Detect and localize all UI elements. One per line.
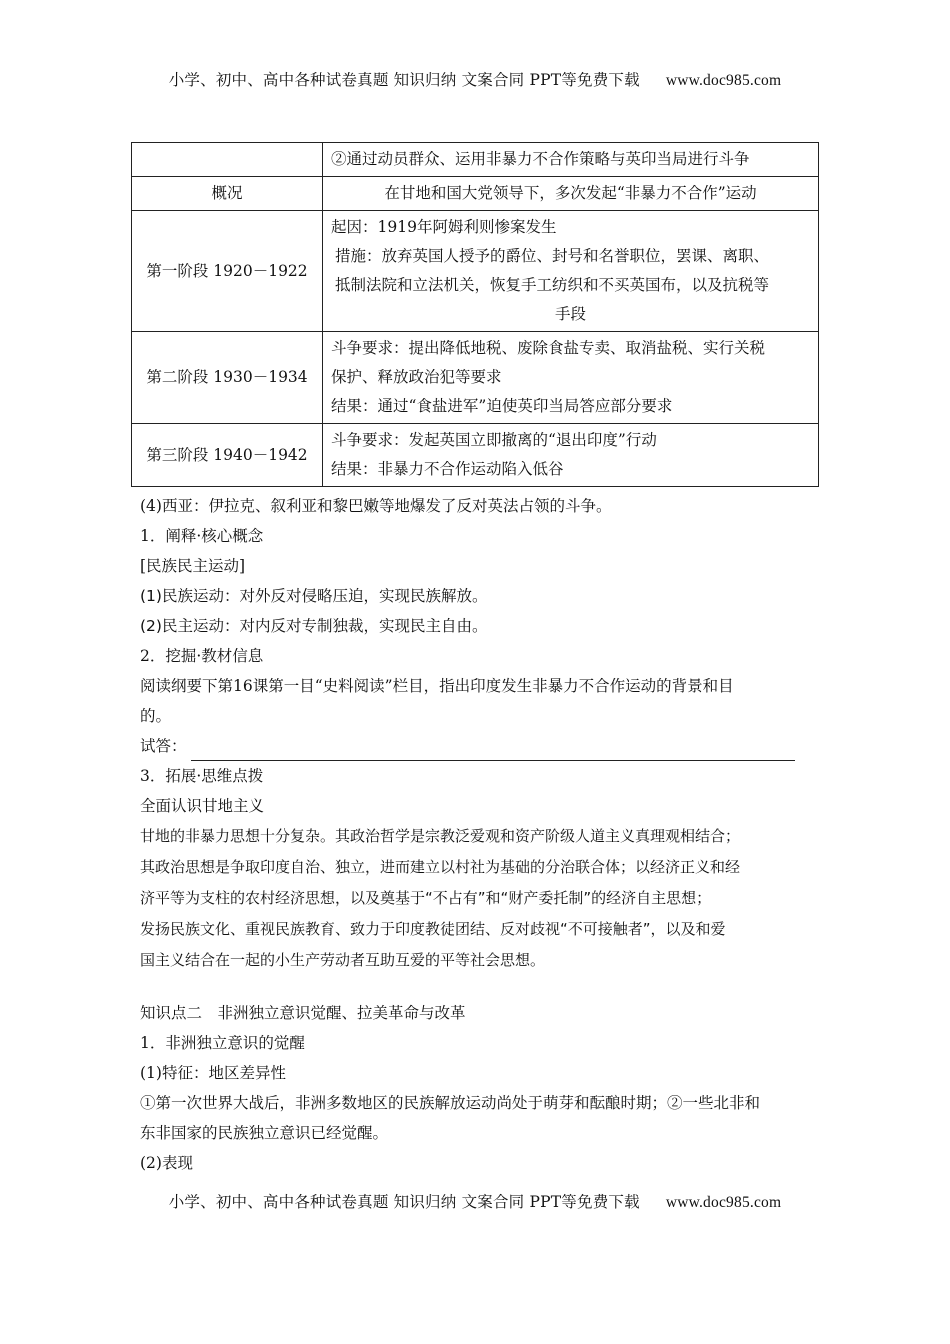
africa-manifestation: (2)表现: [140, 1154, 193, 1172]
table-line: ②通过动员群众、运用非暴力不合作策略与英印当局进行斗争: [331, 150, 750, 168]
table-line: 抵制法院和立法机关，恢复手工纺织和不买英国布，以及抗税等: [335, 276, 770, 294]
table-row: [132, 424, 819, 487]
table-line: 起因：1919年阿姆利则惨案发生: [331, 218, 557, 236]
table-line: 斗争要求：发起英国立即撤离的“退出印度”行动: [331, 431, 657, 449]
section-2-title: 2．挖掘·教材信息: [140, 647, 264, 665]
answer-label: 试答：: [140, 737, 187, 755]
africa-feature: (1)特征：地区差异性: [140, 1064, 286, 1082]
gandhism-line: 济平等为支柱的农村经济思想，以及奠基于“不占有”和“财产委托制”的经济自主思想；: [140, 889, 712, 907]
section-2-question: 阅读纲要下第16课第一目“史料阅读”栏目，指出印度发生非暴力不合作运动的背景和目: [140, 677, 734, 695]
answer-row: [140, 731, 820, 761]
table-line: 斗争要求：提出降低地税、废除食盐专卖、取消盐税、实行关税: [331, 339, 766, 357]
table-label-cell: 第一阶段 1920－1922: [132, 211, 323, 332]
answer-blank-line[interactable]: [191, 742, 795, 761]
header-text: 小学、初中、高中各种试卷真题 知识归纳 文案合同 PPT等免费下载: [168, 71, 640, 89]
table-row: [132, 211, 819, 332]
national-movement-definition: (1)民族运动：对外反对侵略压迫，实现民族解放。: [140, 587, 488, 605]
table-line: 措施：放弃英国人授予的爵位、封号和名誉职位，罢课、离职、: [335, 247, 770, 265]
table-label-cell: 概况: [132, 177, 323, 211]
table-row: [132, 143, 819, 177]
table-content-cell: [323, 332, 819, 424]
gandhism-line: 其政治思想是争取印度自治、独立，进而建立以村社为基础的分治联合体；以经济正义和经: [140, 858, 741, 876]
africa-awakening-heading: 1．非洲独立意识的觉醒: [140, 1034, 305, 1052]
gandhism-line: 发扬民族文化、重视民族教育、致力于印度教徒团结、反对歧视“不可接触者”，以及和爱: [140, 920, 726, 938]
gandhism-line: 国主义结合在一起的小生产劳动者互助互爱的平等社会思想。: [140, 951, 546, 969]
table-label-cell: 第三阶段 1940－1942: [132, 424, 323, 487]
gandhism-paragraph: [140, 821, 820, 976]
table-content-cell: [323, 211, 819, 332]
section-1-title: 1．阐释·核心概念: [140, 527, 264, 545]
footer-text: 小学、初中、高中各种试卷真题 知识归纳 文案合同 PPT等免费下载: [168, 1193, 640, 1211]
header-url[interactable]: www.doc985.com: [665, 72, 782, 89]
table-content-cell: [323, 424, 819, 487]
democratic-movement-definition: (2)民主运动：对内反对专制独裁，实现民主自由。: [140, 617, 488, 635]
section-3-title: 3．拓展·思维点拨: [140, 767, 264, 785]
knowledge-point-2-title: 知识点二 非洲独立意识觉醒、拉美革命与改革: [140, 1004, 466, 1022]
africa-detail-line: 东非国家的民族独立意识已经觉醒。: [140, 1124, 389, 1142]
table-row: [132, 177, 819, 211]
india-movement-table: [131, 142, 819, 487]
section-2-question-cont: 的。: [140, 707, 172, 725]
table-label-cell: [132, 143, 323, 177]
table-line: 保护、释放政治犯等要求: [331, 368, 502, 386]
table-line: 结果：通过“食盐进军”迫使英印当局答应部分要求: [331, 397, 673, 415]
table-line: 结果：非暴力不合作运动陷入低谷: [331, 460, 564, 478]
africa-detail-line: ①第一次世界大战后，非洲多数地区的民族解放运动尚处于萌芽和酝酿时期；②一些北非和: [140, 1094, 761, 1112]
page-header: [0, 68, 950, 90]
page-footer: [0, 1190, 950, 1212]
table-label-cell: 第二阶段 1930－1934: [132, 332, 323, 424]
main-content: [140, 491, 820, 1178]
footer-url[interactable]: www.doc985.com: [665, 1194, 782, 1211]
table-content-cell: [323, 177, 819, 211]
table-content-cell: [323, 143, 819, 177]
section-3-subtitle: 全面认识甘地主义: [140, 797, 265, 815]
table-line: 在甘地和国大党领导下，多次发起“非暴力不合作”运动: [384, 184, 757, 202]
gandhism-line: 甘地的非暴力思想十分复杂。其政治哲学是宗教泛爱观和资产阶级人道主义真理观相结合；: [140, 827, 741, 845]
table-line: 手段: [554, 305, 586, 323]
westasia-paragraph: (4)西亚：伊拉克、叙利亚和黎巴嫩等地爆发了反对英法占领的斗争。: [140, 497, 612, 515]
section-1-subtitle: [民族民主运动]: [140, 557, 246, 575]
table-row: [132, 332, 819, 424]
